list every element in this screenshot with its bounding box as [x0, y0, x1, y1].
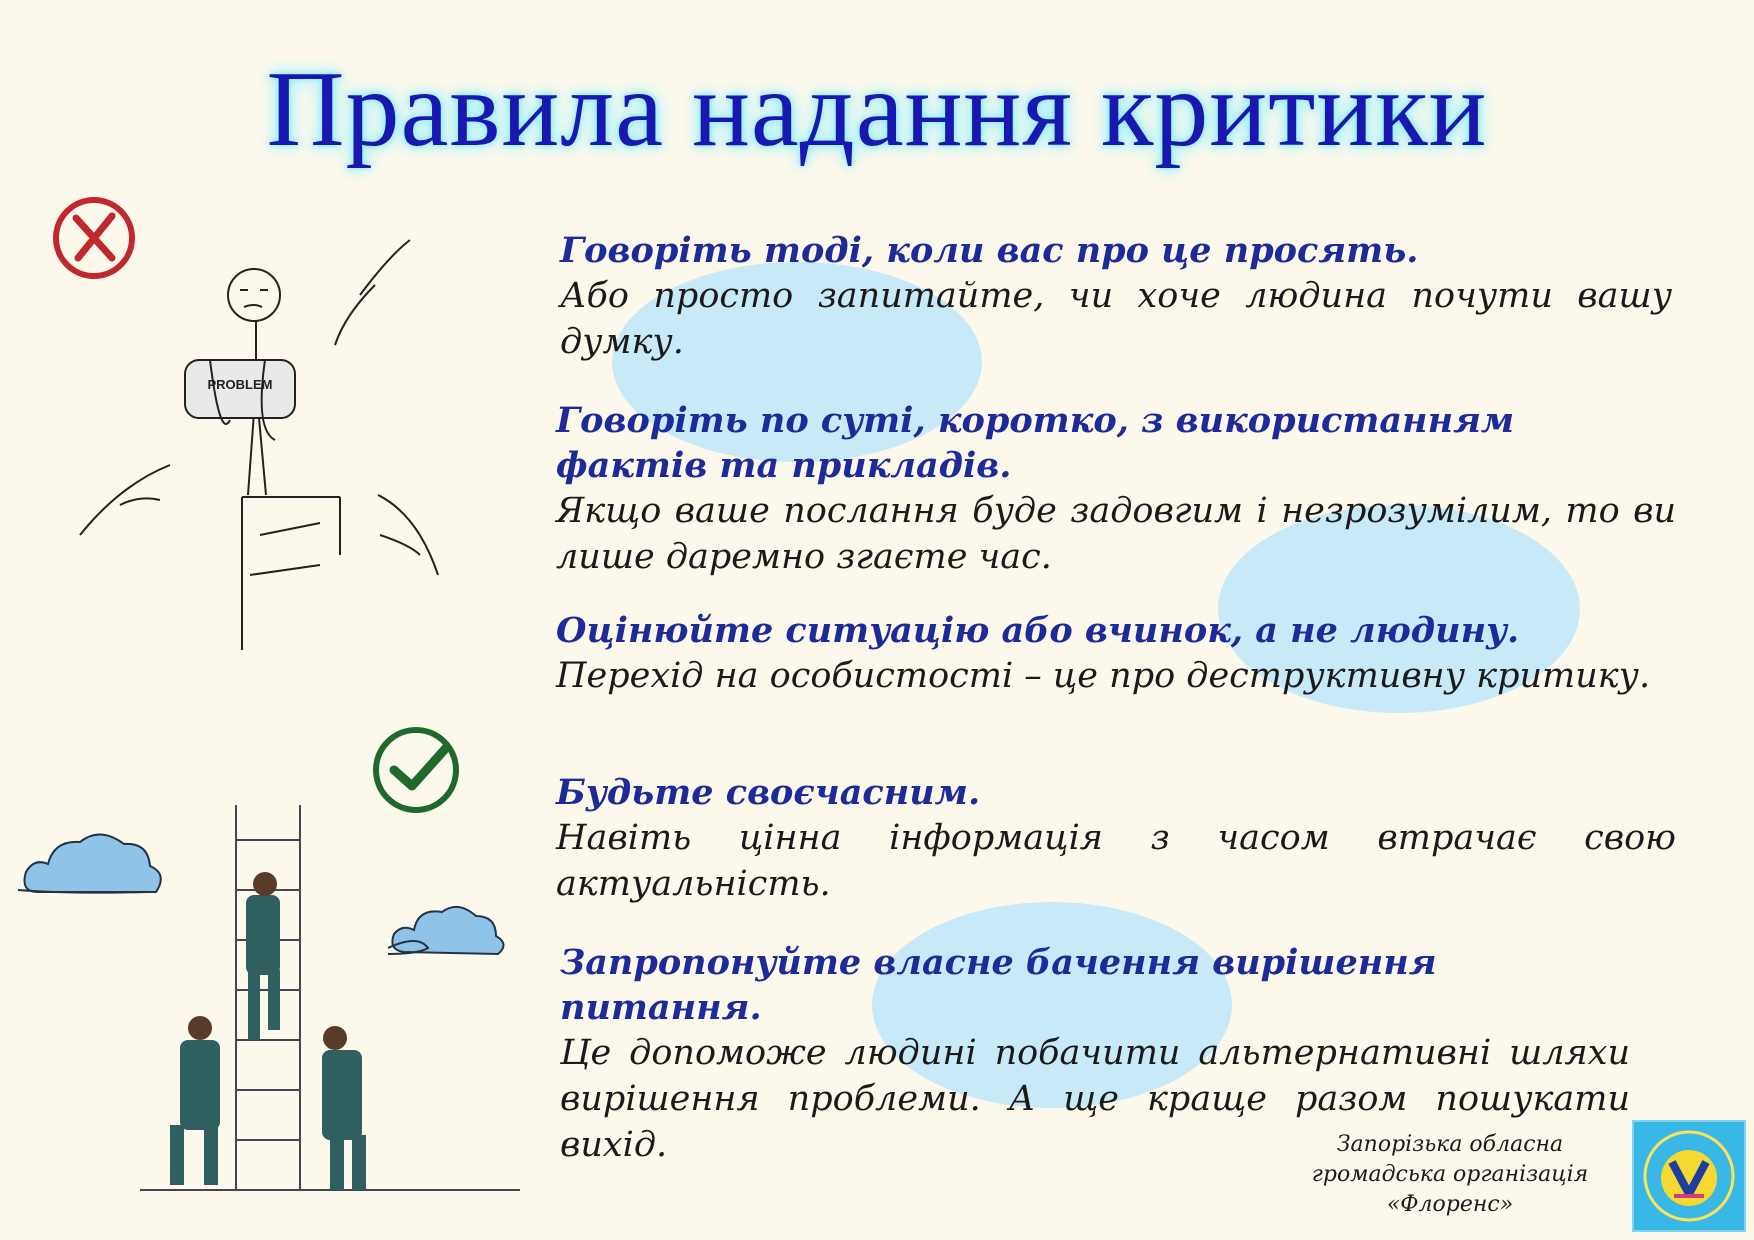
- rule-heading: Запропонуйте власне бачення вирішення питання.: [560, 942, 1437, 1028]
- logo-icon: [1632, 1120, 1746, 1232]
- page-title: Правила надання критики: [266, 50, 1488, 169]
- rule-body: Або просто запитайте, чи хоче людина почути вашу думку.: [560, 276, 1672, 362]
- rule-4: [556, 770, 1676, 907]
- rule-heading: Будьте своєчасним.: [556, 772, 981, 813]
- rule-heading: Оцінюйте ситуацію або вчинок, а не людину.: [556, 610, 1520, 651]
- rule-body: Перехід на особистості – це про деструктивну критику.: [556, 656, 1651, 696]
- rule-3: [556, 608, 1676, 699]
- org-line: «Флоренс»: [1386, 1192, 1514, 1217]
- rule-heading: Говоріть по суті, коротко, з використанням фактів та прикладів.: [556, 400, 1515, 486]
- ladder-illustration: [140, 800, 520, 1200]
- problem-illustration: [60, 235, 480, 655]
- rule-body: Це допоможе людині побачити альтернативні шляхи вирішення проблеми. А ще краще разом пошукати вихід.: [560, 1033, 1630, 1165]
- rule-body: Навіть цінна інформація з часом втрачає свою актуальність.: [556, 818, 1676, 904]
- org-line: громадська організація: [1311, 1162, 1589, 1187]
- rule-heading: Говоріть тоді, коли вас про це просять.: [560, 230, 1419, 271]
- org-line: Запорізька обласна: [1336, 1132, 1564, 1157]
- rule-2: [556, 398, 1676, 580]
- organization-name: [1280, 1130, 1620, 1220]
- rule-1: [560, 228, 1672, 365]
- rule-body: Якщо ваше послання буде задовгим і незрозумілим, то ви лише даремно згаєте час.: [556, 491, 1676, 577]
- problem-label: PROBLEM: [207, 377, 273, 392]
